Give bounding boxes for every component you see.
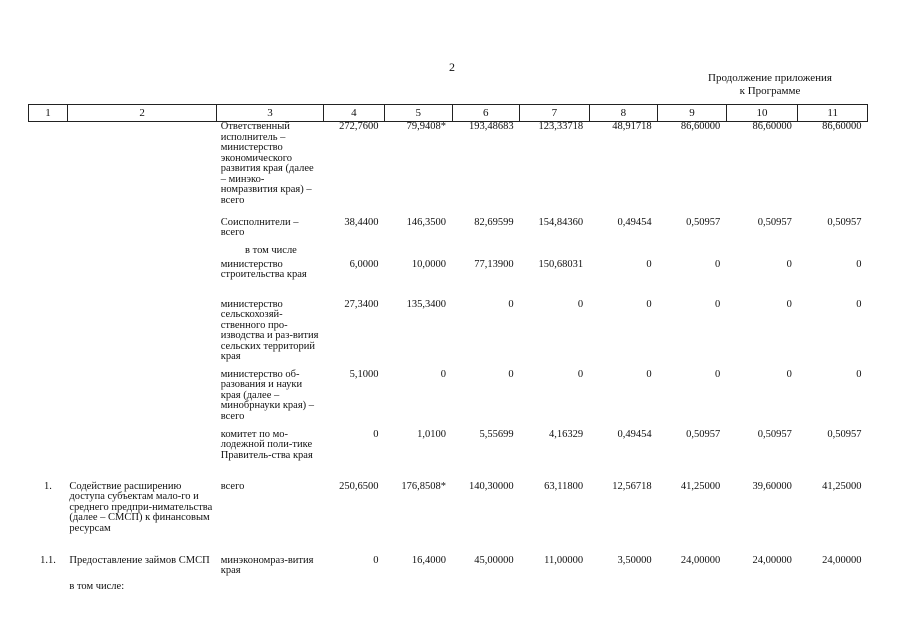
header-cell: 1 xyxy=(29,105,68,122)
value-cell xyxy=(385,582,453,596)
value-cell: 193,48683 xyxy=(468,121,514,132)
row-name: в том числе: xyxy=(69,580,125,592)
header-cell: 2 xyxy=(67,105,216,122)
value-cell: 0 xyxy=(373,554,379,566)
value-cell: 0 xyxy=(577,298,584,310)
header-cell: 10 xyxy=(726,105,798,122)
value-cell: 3,50000 xyxy=(617,554,652,566)
value-cell: 0,50957 xyxy=(827,216,862,228)
value-cell: 45,00000 xyxy=(474,554,514,566)
value-cell: 150,68031 xyxy=(538,258,584,270)
row-executor: всего xyxy=(220,480,245,492)
row-index xyxy=(29,260,68,300)
value-cell: 79,9408* xyxy=(406,121,447,132)
row-index xyxy=(29,300,68,370)
row-index xyxy=(29,582,68,596)
value-cell: 63,11800 xyxy=(544,480,584,492)
value-cell: 0 xyxy=(786,258,792,270)
value-cell: 0,49454 xyxy=(617,216,652,228)
value-cell: 0 xyxy=(714,258,721,270)
row-index xyxy=(29,430,68,482)
row-name: Предоставление займов СМСП xyxy=(69,554,210,566)
value-cell: 0 xyxy=(508,368,514,380)
value-cell: 0,50957 xyxy=(686,216,721,228)
value-cell: 82,69599 xyxy=(474,216,514,228)
value-cell: 0 xyxy=(646,368,652,380)
value-cell xyxy=(589,582,658,596)
value-cell: 24,00000 xyxy=(752,554,792,566)
row-executor: Ответственный исполнитель – министерство экономического развития края (далее – минэко-номразвития края) – всего xyxy=(220,121,314,206)
continuation-line-2: к Программе xyxy=(739,85,801,97)
value-cell: 0 xyxy=(786,298,792,310)
row-name xyxy=(67,122,216,218)
value-cell: 41,25000 xyxy=(680,480,721,492)
row-name xyxy=(67,430,216,482)
value-cell: 77,13900 xyxy=(474,258,514,270)
table-row xyxy=(29,122,868,218)
row-executor: министерство строительства края xyxy=(220,258,307,280)
value-cell: 0,50957 xyxy=(686,428,721,440)
value-cell: 5,55699 xyxy=(479,428,514,440)
value-cell: 0 xyxy=(714,368,721,380)
value-cell: 0 xyxy=(786,368,792,380)
header-cell: 5 xyxy=(385,105,453,122)
header-cell: 8 xyxy=(589,105,658,122)
header-cell: 11 xyxy=(798,105,868,122)
table-row xyxy=(29,218,868,246)
value-cell: 11,00000 xyxy=(544,554,584,566)
value-cell: 27,3400 xyxy=(344,298,379,310)
table-row xyxy=(29,260,868,300)
value-cell: 1,0100 xyxy=(417,428,447,440)
row-name xyxy=(67,246,216,260)
program-table xyxy=(28,104,868,596)
row-executor: министерство об-разования и науки края (далее – минобрнауки края) – всего xyxy=(220,368,315,422)
value-cell: 24,00000 xyxy=(680,554,721,566)
row-executor xyxy=(217,582,323,596)
value-cell: 0,50957 xyxy=(757,428,792,440)
value-cell: 86,60000 xyxy=(752,121,792,132)
row-executor: министерство сельскохозяй-ственного про-изводства и раз-вития сельских территорий края xyxy=(220,298,319,362)
row-index xyxy=(29,218,68,246)
value-cell xyxy=(323,582,384,596)
value-cell: 154,84360 xyxy=(538,216,584,228)
value-cell: 0 xyxy=(856,368,862,380)
value-cell: 0,49454 xyxy=(617,428,652,440)
value-cell xyxy=(658,582,727,596)
row-index: 1. xyxy=(44,480,52,492)
value-cell: 250,6500 xyxy=(339,480,379,492)
value-cell xyxy=(452,582,520,596)
row-executor: в том числе xyxy=(245,244,297,256)
value-cell: 0 xyxy=(856,258,862,270)
value-cell xyxy=(589,246,658,260)
row-name: Содействие расширению доступа субъектам мало-го и среднего предпри-нимательства (далее – СМСП) к финансовым ресурсам xyxy=(69,480,213,534)
value-cell: 5,1000 xyxy=(349,368,379,380)
row-name xyxy=(67,370,216,430)
value-cell: 146,3500 xyxy=(406,216,447,228)
value-cell: 0 xyxy=(577,368,584,380)
header-cell: 3 xyxy=(217,105,323,122)
value-cell: 16,4000 xyxy=(411,554,447,566)
row-index xyxy=(29,246,68,260)
row-executor: минэкономраз-вития края xyxy=(220,554,314,576)
page-number: 2 xyxy=(449,60,455,74)
value-cell: 135,3400 xyxy=(406,298,447,310)
row-name xyxy=(67,218,216,246)
table-row xyxy=(29,246,868,260)
value-cell: 123,33718 xyxy=(538,121,584,132)
table-row xyxy=(29,300,868,370)
continuation-line-1: Продолжение приложения xyxy=(708,72,832,84)
value-cell: 272,7600 xyxy=(339,121,379,132)
value-cell xyxy=(520,246,590,260)
value-cell xyxy=(520,582,590,596)
row-name xyxy=(67,300,216,370)
value-cell xyxy=(385,246,453,260)
value-cell: 0 xyxy=(856,298,862,310)
value-cell: 0 xyxy=(646,298,652,310)
table-row xyxy=(29,482,868,556)
header-cell: 7 xyxy=(520,105,590,122)
continuation-note xyxy=(680,72,860,98)
value-cell: 39,60000 xyxy=(752,480,792,492)
header-row xyxy=(29,105,868,122)
value-cell: 6,0000 xyxy=(349,258,379,270)
value-cell: 0 xyxy=(646,258,652,270)
value-cell: 0 xyxy=(373,428,379,440)
row-index: 1.1. xyxy=(40,554,56,566)
value-cell: 4,16329 xyxy=(549,428,584,440)
row-name xyxy=(67,260,216,300)
table-row xyxy=(29,370,868,430)
value-cell xyxy=(726,582,798,596)
table-row xyxy=(29,430,868,482)
value-cell: 176,8508* xyxy=(401,480,447,492)
value-cell xyxy=(726,246,798,260)
value-cell xyxy=(452,246,520,260)
value-cell: 0 xyxy=(714,298,721,310)
value-cell xyxy=(798,246,868,260)
value-cell: 24,00000 xyxy=(822,554,862,566)
header-cell: 4 xyxy=(323,105,384,122)
row-index xyxy=(29,370,68,430)
value-cell: 86,60000 xyxy=(680,121,721,132)
header-cell: 6 xyxy=(452,105,520,122)
value-cell: 0,50957 xyxy=(827,428,862,440)
value-cell: 140,30000 xyxy=(468,480,514,492)
value-cell: 0 xyxy=(440,368,447,380)
value-cell: 0 xyxy=(508,298,514,310)
row-executor: Соисполнители – всего xyxy=(220,216,299,238)
value-cell: 48,91718 xyxy=(612,121,652,132)
table-row xyxy=(29,582,868,596)
value-cell: 86,60000 xyxy=(822,121,862,132)
value-cell xyxy=(798,582,868,596)
row-index xyxy=(29,122,68,218)
value-cell: 0,50957 xyxy=(757,216,792,228)
value-cell xyxy=(658,246,727,260)
value-cell: 10,0000 xyxy=(411,258,447,270)
value-cell: 38,4400 xyxy=(344,216,379,228)
table-row xyxy=(29,556,868,582)
value-cell xyxy=(323,246,384,260)
value-cell: 41,25000 xyxy=(822,480,862,492)
row-executor: комитет по мо-лодежной поли-тике Правитель-ства края xyxy=(220,428,313,461)
value-cell: 12,56718 xyxy=(612,480,652,492)
header-cell: 9 xyxy=(658,105,727,122)
